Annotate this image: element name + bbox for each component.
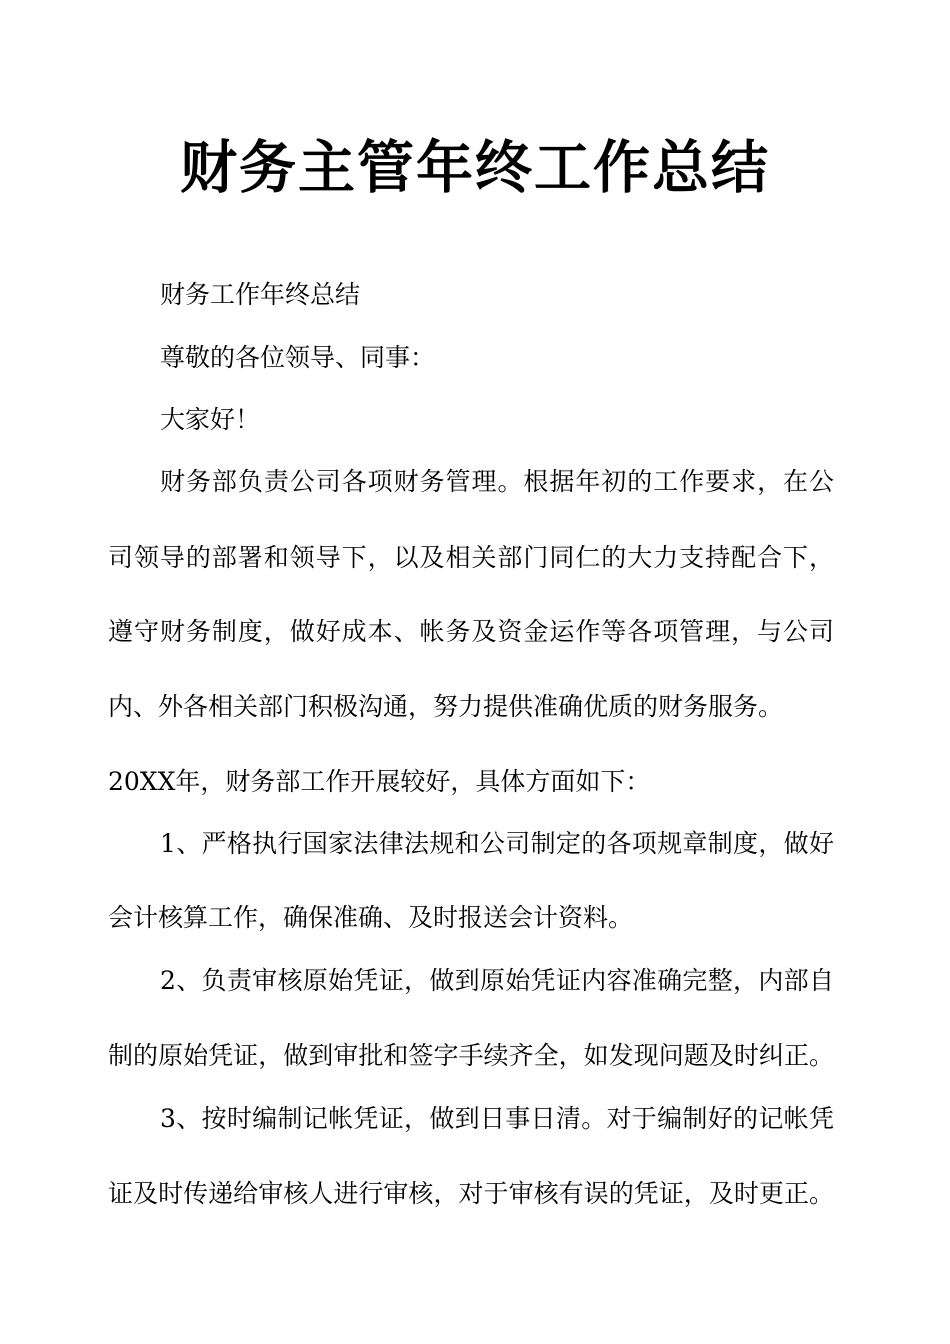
list-item-line: 2、负责审核原始凭证，做到原始凭证内容准确完整，内部自 — [160, 966, 834, 995]
paragraph-line: 司领导的部署和领导下，以及相关部门同仁的大力支持配合下， — [108, 543, 834, 572]
list-item-line: 1、严格执行国家法律法规和公司制定的各项规章制度，做好 — [160, 829, 834, 858]
list-item-line: 会计核算工作，确保准确、及时报送会计资料。 — [108, 903, 634, 932]
paragraph-line: 20XX年，财务部工作开展较好，具体方面如下： — [108, 767, 651, 796]
list-item-line: 3、按时编制记帐凭证，做到日事日清。对于编制好的记帐凭 — [160, 1104, 834, 1133]
subtitle-line: 财务工作年终总结 — [160, 280, 361, 309]
list-item-line: 制的原始凭证，做到审批和签字手续齐全，如发现问题及时纠正。 — [108, 1041, 834, 1070]
paragraph-line: 遵守财务制度，做好成本、帐务及资金运作等各项管理，与公司 — [108, 617, 834, 646]
paragraph-line: 内、外各相关部门积极沟通，努力提供准确优质的财务服务。 — [108, 692, 784, 721]
list-item-line: 证及时传递给审核人进行审核，对于审核有误的凭证，及时更正。 — [108, 1179, 834, 1208]
paragraph-line: 财务部负责公司各项财务管理。根据年初的工作要求，在公 — [160, 467, 834, 496]
document-title: 财务主管年终工作总结 — [180, 135, 770, 201]
greeting-line: 大家好！ — [160, 405, 261, 434]
salutation-line: 尊敬的各位领导、同事： — [160, 343, 436, 372]
